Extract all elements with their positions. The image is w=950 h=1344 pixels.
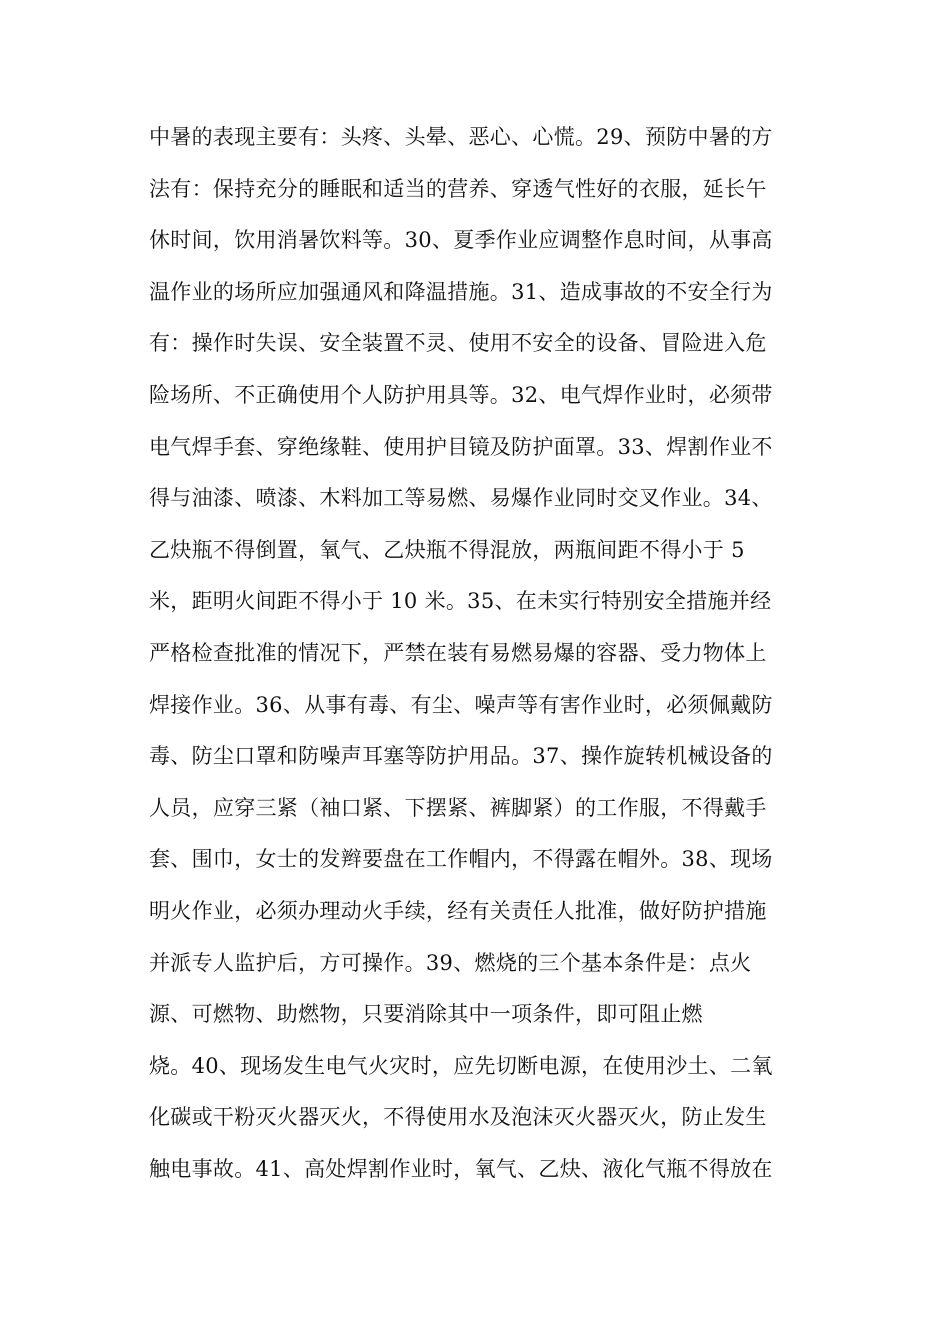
text-line: 焊接作业。36、从事有毒、有尘、噪声等有害作业时，必须佩戴防 <box>149 692 773 717</box>
text-line: 套、围巾，女士的发辫要盘在工作帽内，不得露在帽外。38、现场 <box>149 847 773 872</box>
text-line: 触电事故。41、高处焊割作业时，氧气、乙炔、液化气瓶不得放在 <box>149 1156 773 1181</box>
text-line: 得与油漆、喷漆、木料加工等易燃、易爆作业同时交叉作业。34、 <box>149 486 773 511</box>
text-line: 米，距明火间距不得小于 10 米。35、在未实行特别安全措施并经 <box>149 589 772 614</box>
text-line: 源、可燃物、助燃物，只要消除其中一项条件，即可阻止燃 <box>149 1002 703 1027</box>
text-line: 有：操作时失误、安全装置不灵、使用不安全的设备、冒险进入危 <box>149 331 767 356</box>
text-line: 毒、防尘口罩和防噪声耳塞等防护用品。37、操作旋转机械设备的 <box>149 744 773 769</box>
body-text <box>149 112 809 1195</box>
text-line: 休时间，饮用消暑饮料等。30、夏季作业应调整作息时间，从事高 <box>149 228 773 253</box>
text-line: 化碳或干粉灭火器灭火，不得使用水及泡沫灭火器灭火，防止发生 <box>149 1105 767 1130</box>
text-line: 严格检查批准的情况下，严禁在装有易燃易爆的容器、受力物体上 <box>149 640 767 665</box>
text-line: 烧。40、现场发生电气火灾时，应先切断电源，在使用沙土、二氧 <box>149 1053 773 1078</box>
text-line: 人员，应穿三紧（袖口紧、下摆紧、裤脚紧）的工作服，不得戴手 <box>149 795 767 820</box>
text-line: 法有：保持充分的睡眠和适当的营养、穿透气性好的衣服，延长午 <box>149 176 767 201</box>
text-line: 温作业的场所应加强通风和降温措施。31、造成事故的不安全行为 <box>149 279 773 304</box>
text-line: 乙炔瓶不得倒置，氧气、乙炔瓶不得混放，两瓶间距不得小于 5 <box>149 537 745 562</box>
text-line: 并派专人监护后，方可操作。39、燃烧的三个基本条件是：点火 <box>149 950 752 975</box>
text-line: 险场所、不正确使用个人防护用具等。32、电气焊作业时，必须带 <box>149 382 773 407</box>
text-line: 电气焊手套、穿绝缘鞋、使用护目镜及防护面罩。33、焊割作业不 <box>149 434 773 459</box>
text-line: 中暑的表现主要有：头疼、头晕、恶心、心慌。29、预防中暑的方 <box>149 125 773 149</box>
text-line: 明火作业，必须办理动火手续，经有关责任人批准，做好防护措施 <box>149 898 767 923</box>
